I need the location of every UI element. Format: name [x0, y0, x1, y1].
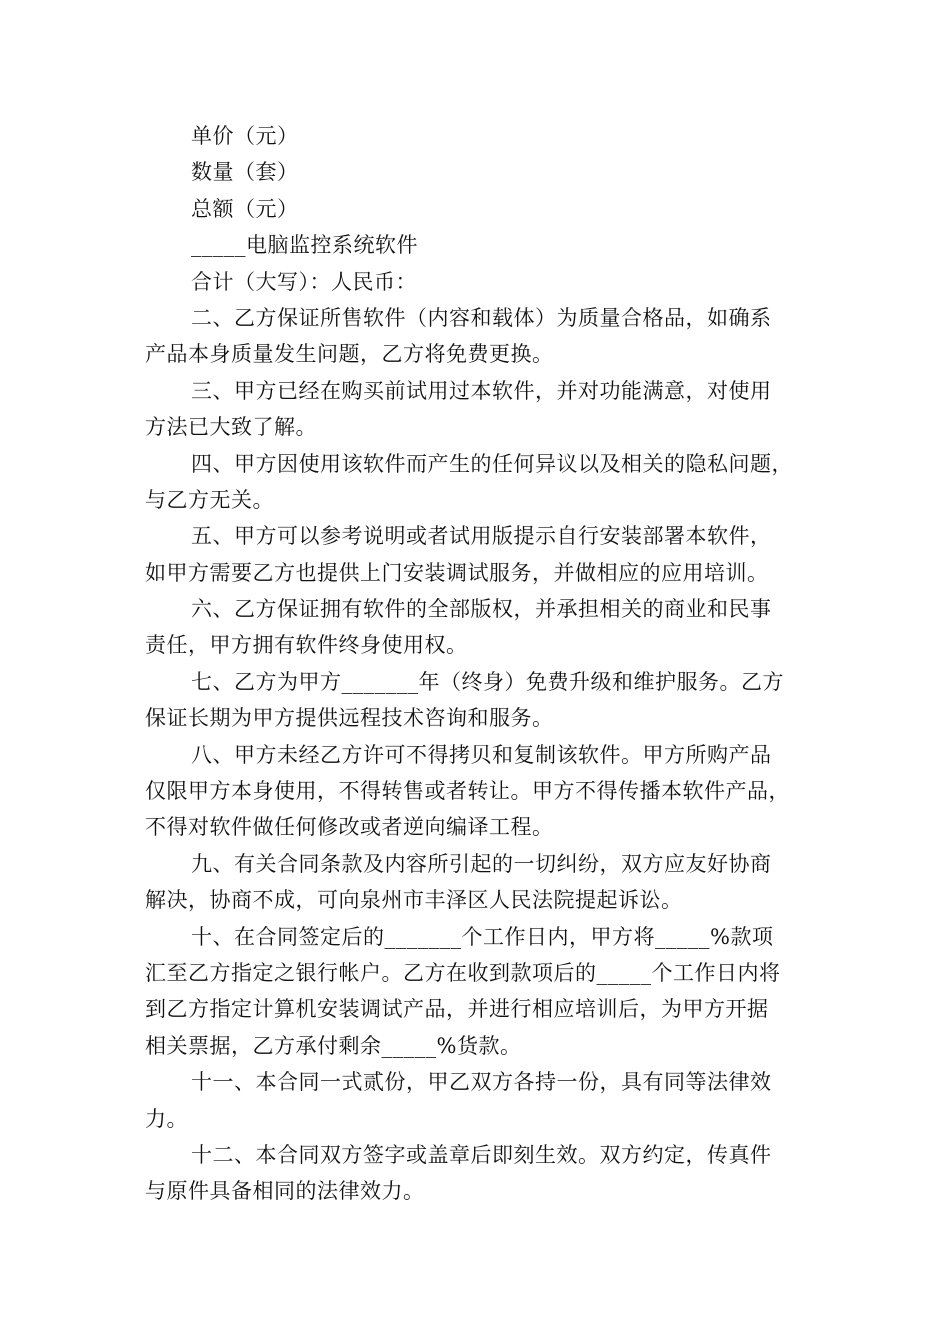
text-line: 单价（元）: [191, 124, 299, 148]
clause-3-line-2: 方法已大致了解。: [145, 415, 317, 440]
clause-11-line-1: 十一、本合同一式贰份，甲乙双方各持一份，具有同等法律效: [191, 1070, 772, 1095]
clause-8-line-2: 仅限甲方本身使用，不得转售或者转让。甲方不得传播本软件产品，: [145, 779, 790, 804]
text-line: 总额（元）: [191, 196, 299, 221]
clause-5-line-2: 如甲方需要乙方也提供上门安装调试服务，并做相应的应用培训。: [145, 560, 769, 585]
clause-6-line-2: 责任，甲方拥有软件终身使用权。: [145, 633, 468, 658]
clause-10-line-4: 相关票据，乙方承付剩余_____%货款。: [145, 1033, 522, 1058]
clause-12-line-2: 与原件具备相同的法律效力。: [145, 1179, 425, 1204]
clause-9-line-2: 解决，协商不成，可向泉州市丰泽区人民法院提起诉讼。: [145, 888, 683, 913]
clause-4-line-1: 四、甲方因使用该软件而产生的任何异议以及相关的隐私问题，: [191, 451, 793, 476]
clause-5-line-1: 五、甲方可以参考说明或者试用版提示自行安装部署本软件，: [191, 524, 772, 549]
clause-7-line-2: 保证长期为甲方提供远程技术咨询和服务。: [145, 706, 554, 731]
text-line: _____电脑监控系统软件: [191, 233, 418, 258]
clause-2-line-2: 产品本身质量发生问题，乙方将免费更换。: [145, 342, 554, 367]
clause-8-line-3: 不得对软件做任何修改或者逆向编译工程。: [145, 815, 554, 840]
clause-2-line-1: 二、乙方保证所售软件（内容和载体）为质量合格品，如确系: [191, 305, 772, 330]
clause-12-line-1: 十二、本合同双方签字或盖章后即刻生效。双方约定，传真件: [191, 1142, 772, 1167]
clause-4-line-2: 与乙方无关。: [145, 487, 274, 512]
clause-7-line-1: 七、乙方为甲方_______年（终身）免费升级和维护服务。乙方: [191, 669, 784, 694]
clause-6-line-1: 六、乙方保证拥有软件的全部版权，并承担相关的商业和民事: [191, 597, 772, 622]
clause-3-line-1: 三、甲方已经在购买前试用过本软件，并对功能满意，对使用: [191, 378, 772, 403]
clause-9-line-1: 九、有关合同条款及内容所引起的一切纠纷，双方应友好协商: [191, 851, 772, 876]
clause-10-line-1: 十、在合同签定后的_______个工作日内，甲方将_____%款项: [191, 924, 774, 949]
clause-11-line-2: 力。: [145, 1106, 188, 1131]
clause-10-line-3: 到乙方指定计算机安装调试产品，并进行相应培训后，为甲方开据: [145, 997, 769, 1022]
clause-10-line-2: 汇至乙方指定之银行帐户。乙方在收到款项后的_____个工作日内将: [145, 960, 781, 985]
clause-8-line-1: 八、甲方未经乙方许可不得拷贝和复制该软件。甲方所购产品: [191, 742, 772, 767]
text-line: 合计（大写）：人民币：: [191, 269, 417, 294]
text-line: 数量（套）: [191, 160, 299, 185]
contract-body: [145, 118, 815, 1210]
